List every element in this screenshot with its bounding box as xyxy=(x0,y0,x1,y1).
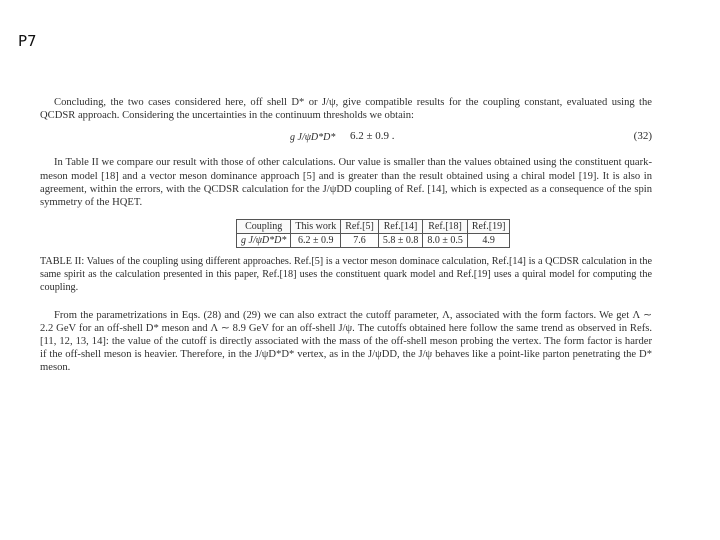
table-header: Ref.[19] xyxy=(467,220,510,234)
paragraph-cutoff: From the parametrizations in Eqs. (28) and (29) we can also extract the cutoff parameter, Λ, associated with the form factors. We get Λ ∼ 2.2 GeV for an off-shell D* meson and Λ ∼ 8.9 GeV for an off-shell J/ψ. The cutoffs obtained here follow the same trend as observed in Refs. [11, 12, 13, 14]: the value of the cutoff is directly associated with the mass of the off-shell meson probing the vertex. The form factor is harder if the off-shell meson is heavier. Therefore, in the J/ψD*D* vertex, as in the J/ψDD, the J/ψ behaves like a point-like parton penetrating the D* meson. xyxy=(40,309,652,374)
table-ii xyxy=(236,219,652,248)
table-header: Ref.[5] xyxy=(341,220,379,234)
table-cell: 4.9 xyxy=(467,234,510,248)
slide-label: P7 xyxy=(18,32,37,50)
table-cell: 5.8 ± 0.8 xyxy=(378,234,423,248)
table-cell: 6.2 ± 0.9 xyxy=(291,234,341,248)
paper-page xyxy=(40,96,652,375)
paragraph-conclusion: Concluding, the two cases considered here, off shell D* or J/ψ, give compatible results for the coupling constant, evaluated using the QCDSR approach. Considering the uncertainties in the continuum thresholds we obtain: xyxy=(40,97,652,122)
equation-32 xyxy=(40,124,652,154)
table-cell: g J/ψD*D* xyxy=(237,234,291,248)
paragraph-comparison: In Table II we compare our result with those of other calculations. Our value is smaller than the values obtained using the constituent quark-meson model [18] and a vector meson dominance approach [5] and is greater than the result obtained using a chiral model [19]. It is also in agreement, within the errors, with the QCDSR calculation for the J/ψDD coupling of Ref. [14], which is expected as a consequence of the spin symmetry of the HQET. xyxy=(40,157,652,209)
table-cell: 7.6 xyxy=(341,234,379,248)
coupling-table xyxy=(236,219,510,248)
table-header: Ref.[14] xyxy=(378,220,423,234)
table-caption: TABLE II: Values of the coupling using different approaches. Ref.[5] is a vector meson dominace calculation, Ref.[14] is a QCDSR calculation in the same spirit as the calculation presented in this paper, Ref.[18] uses the constituent quark model and Ref.[19] uses a quiral model for computing the coupling. xyxy=(40,256,652,293)
equation-rhs: 6.2 ± 0.9 . xyxy=(350,130,395,143)
table-header: This work xyxy=(291,220,341,234)
table-cell: 8.0 ± 0.5 xyxy=(423,234,468,248)
equation-number: (32) xyxy=(633,130,652,143)
table-row xyxy=(237,234,510,248)
table-header: Coupling xyxy=(237,220,291,234)
equation-lhs: g J/ψD*D* xyxy=(290,132,336,144)
table-header: Ref.[18] xyxy=(423,220,468,234)
table-header-row xyxy=(237,220,510,234)
